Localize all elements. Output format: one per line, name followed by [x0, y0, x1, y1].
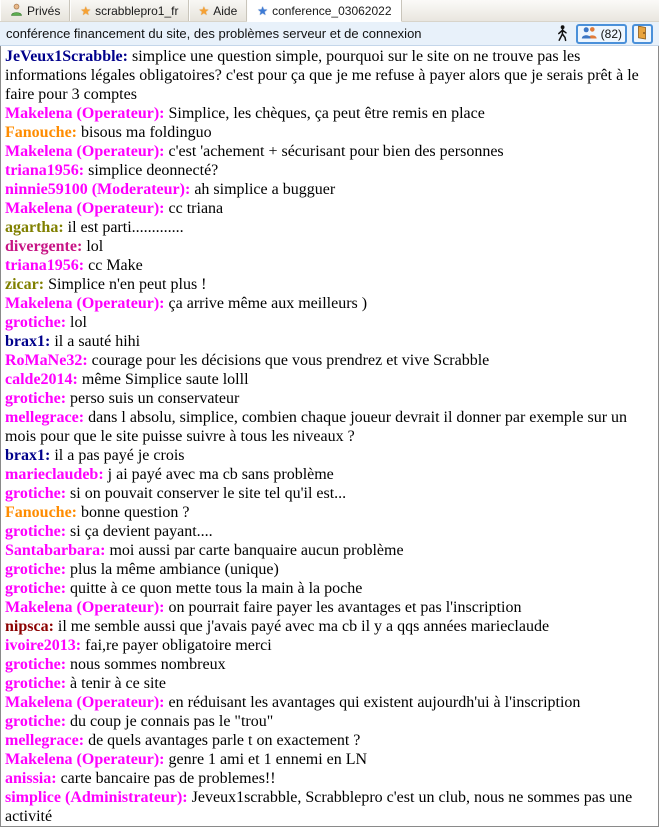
message-text: il a pas payé je crois	[50, 447, 184, 464]
message-text: même Simplice saute lolll	[78, 371, 249, 388]
message-username[interactable]: mellegrace:	[5, 732, 84, 749]
message-username[interactable]: JeVeux1Scrabble:	[5, 48, 128, 65]
message-text: lol	[66, 314, 87, 331]
message-text: simplice une question simple, pourquoi sur le site on ne trouve pas les informations légales obligatoires? c'est pour ça que je me refuse à payer alors que je serais prêt à le faire pour 3 comptes	[5, 48, 639, 103]
message-text: fai,re payer obligatoire merci	[81, 637, 272, 654]
occupants-button[interactable]	[576, 24, 627, 44]
exit-button[interactable]	[632, 24, 653, 44]
chat-message	[5, 712, 654, 731]
tab-label: scrabblepro1_fr	[95, 4, 178, 18]
tab-label: Privés	[27, 4, 60, 18]
message-text: il est parti.............	[64, 219, 184, 236]
chat-message	[5, 750, 654, 769]
message-text: Jeveux1scrabble, Scrabblepro c'est un club, nous ne sommes pas une activité	[5, 789, 632, 825]
message-text: plus la même ambiance (unique)	[66, 561, 279, 578]
chat-message	[5, 370, 654, 389]
chat-message	[5, 693, 654, 712]
chat-log[interactable]	[0, 46, 659, 827]
message-username[interactable]: simplice (Administrateur):	[5, 789, 188, 806]
chat-message	[5, 769, 654, 788]
message-username[interactable]: grotiche:	[5, 656, 66, 673]
exit-door-icon	[637, 25, 648, 43]
message-username[interactable]: grotiche:	[5, 390, 66, 407]
message-text: si on pouvait conserver le site tel qu'il est...	[66, 485, 346, 502]
message-text: Simplice n'en peut plus !	[44, 276, 206, 293]
message-text: quitte à ce quon mette tous la main à la poche	[66, 580, 362, 597]
chat-message	[5, 788, 654, 826]
message-text: cc triana	[165, 200, 224, 217]
message-username[interactable]: zicar:	[5, 276, 44, 293]
message-username[interactable]: triana1956:	[5, 257, 84, 274]
message-text: genre 1 ami et 1 ennemi en LN	[165, 751, 368, 768]
message-text: courage pour les décisions que vous prendrez et vive Scrabble	[88, 352, 490, 369]
message-username[interactable]: Makelena (Operateur):	[5, 143, 165, 160]
message-username[interactable]: Fanouche:	[5, 124, 77, 141]
chat-message	[5, 351, 654, 370]
message-username[interactable]: mellegrace:	[5, 409, 84, 426]
message-text: ah simplice a bugguer	[190, 181, 335, 198]
message-username[interactable]: agartha:	[5, 219, 64, 236]
chat-message	[5, 731, 654, 750]
chat-message	[5, 617, 654, 636]
message-username[interactable]: triana1956:	[5, 162, 84, 179]
chat-message	[5, 294, 654, 313]
message-text: c'est 'achement + sécurisant pour bien des personnes	[165, 143, 504, 160]
message-username[interactable]: grotiche:	[5, 713, 66, 730]
message-text: dans l absolu, simplice, combien chaque joueur devrait il donner par exemple sur un mois pour que le site puisse suivre à tous les niveaux ?	[5, 409, 627, 445]
message-username[interactable]: calde2014:	[5, 371, 78, 388]
message-username[interactable]: Makelena (Operateur):	[5, 694, 165, 711]
tab-prives[interactable]	[0, 0, 70, 21]
conference-header	[0, 22, 659, 46]
message-username[interactable]: marieclaudeb:	[5, 466, 104, 483]
tab-aide[interactable]	[189, 0, 248, 21]
chat-message	[5, 465, 654, 484]
message-username[interactable]: Makelena (Operateur):	[5, 105, 165, 122]
message-username[interactable]: RoMaNe32:	[5, 352, 88, 369]
tab-label: Aide	[213, 4, 237, 18]
message-text: si ça devient payant....	[66, 523, 213, 540]
chat-message	[5, 180, 654, 199]
message-text: il me semble aussi que j'avais payé avec ma cb il y a qqs années marieclaude	[54, 618, 549, 635]
message-text: il a sauté hihi	[50, 333, 140, 350]
star-icon: ★	[257, 5, 268, 17]
chat-message	[5, 560, 654, 579]
chat-message	[5, 389, 654, 408]
message-username[interactable]: ivoire2013:	[5, 637, 81, 654]
chat-message	[5, 541, 654, 560]
message-username[interactable]: Santabarbara:	[5, 542, 105, 559]
star-icon: ★	[80, 5, 91, 17]
message-username[interactable]: Fanouche:	[5, 504, 77, 521]
header-toolbar	[554, 24, 653, 44]
chat-message	[5, 104, 654, 123]
message-username[interactable]: Makelena (Operateur):	[5, 751, 165, 768]
star-icon: ★	[199, 5, 210, 17]
chat-message	[5, 275, 654, 294]
message-text: de quels avantages parle t on exactement ?	[84, 732, 360, 749]
message-username[interactable]: ninnie59100 (Moderateur):	[5, 181, 190, 198]
tab-bar	[0, 0, 659, 22]
message-text: ça arrive même aux meilleurs )	[165, 295, 368, 312]
message-username[interactable]: nipsca:	[5, 618, 54, 635]
chat-message	[5, 674, 654, 693]
message-text: lol	[82, 238, 103, 255]
chat-message	[5, 522, 654, 541]
walking-person-icon[interactable]	[554, 25, 571, 42]
chat-message	[5, 484, 654, 503]
chat-message	[5, 579, 654, 598]
people-icon	[581, 26, 598, 42]
message-text: à tenir à ce site	[66, 675, 166, 692]
chat-message	[5, 598, 654, 617]
message-username[interactable]: anissia:	[5, 770, 57, 787]
chat-message	[5, 47, 654, 104]
chat-message	[5, 332, 654, 351]
message-username[interactable]: Makelena (Operateur):	[5, 295, 165, 312]
message-username[interactable]: brax1:	[5, 447, 50, 464]
message-username[interactable]: grotiche:	[5, 580, 66, 597]
person-icon	[10, 3, 23, 19]
message-username[interactable]: grotiche:	[5, 675, 66, 692]
chat-message	[5, 218, 654, 237]
chat-message	[5, 123, 654, 142]
message-text: en réduisant les avantages qui existent aujourdh'ui à l'inscription	[165, 694, 581, 711]
message-text: cc Make	[84, 257, 143, 274]
message-text: on pourrait faire payer les avantages et pas l'inscription	[165, 599, 522, 616]
tab-label: conference_03062022	[272, 4, 391, 18]
message-text: bonne question ?	[77, 504, 189, 521]
occupant-count: (82)	[601, 27, 622, 41]
message-text: carte bancaire pas de problemes!!	[57, 770, 276, 787]
message-text: bisous ma foldinguo	[77, 124, 212, 141]
chat-message	[5, 161, 654, 180]
chat-message	[5, 313, 654, 332]
message-username[interactable]: Makelena (Operateur):	[5, 599, 165, 616]
chat-message	[5, 503, 654, 522]
chat-message	[5, 408, 654, 446]
chat-message	[5, 655, 654, 674]
message-text: nous sommes nombreux	[66, 656, 226, 673]
message-username[interactable]: grotiche:	[5, 314, 66, 331]
conference-title: conférence financement du site, des problèmes serveur et de connexion	[6, 26, 554, 41]
message-text: perso suis un conservateur	[66, 390, 239, 407]
message-text: moi aussi par carte banquaire aucun problème	[105, 542, 403, 559]
message-username[interactable]: grotiche:	[5, 485, 66, 502]
chat-message	[5, 446, 654, 465]
message-text: j ai payé avec ma cb sans problème	[104, 466, 334, 483]
message-username[interactable]: Makelena (Operateur):	[5, 200, 165, 217]
chat-message	[5, 256, 654, 275]
tab-scrabblepro1-fr[interactable]	[70, 0, 188, 21]
message-username[interactable]: divergente:	[5, 238, 82, 255]
tab-bar-filler	[402, 0, 659, 21]
message-text: simplice deonnecté?	[84, 162, 218, 179]
chat-message	[5, 237, 654, 256]
message-text: du coup je connais pas le "trou"	[66, 713, 273, 730]
chat-message	[5, 636, 654, 655]
message-username[interactable]: grotiche:	[5, 561, 66, 578]
chat-message	[5, 199, 654, 218]
chat-message	[5, 142, 654, 161]
message-text: Simplice, les chèques, ça peut être remis en place	[165, 105, 485, 122]
message-username[interactable]: brax1:	[5, 333, 50, 350]
message-username[interactable]: grotiche:	[5, 523, 66, 540]
tab-conference-03062022[interactable]	[247, 0, 401, 22]
